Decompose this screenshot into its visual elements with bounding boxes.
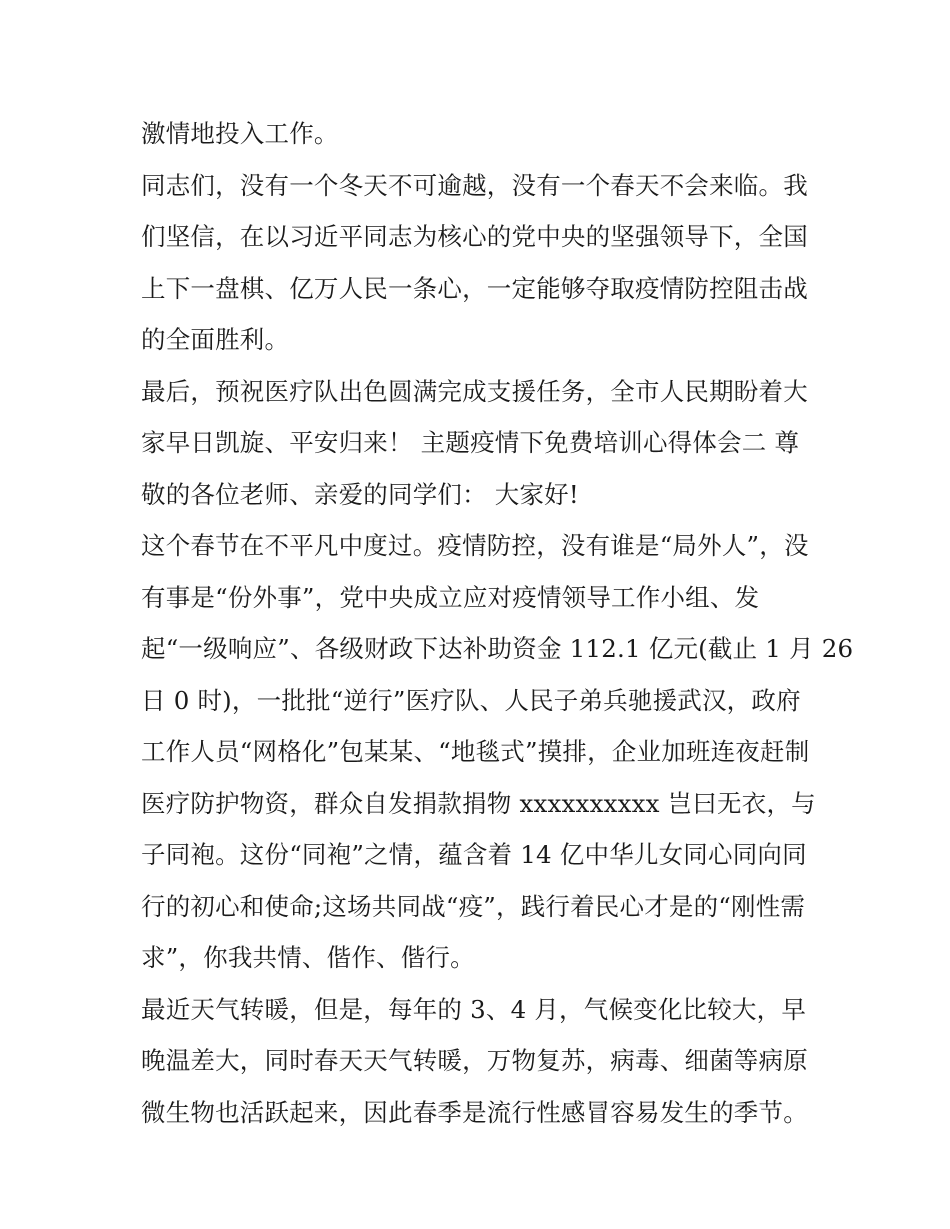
text-line: 微生物也活跃起来，因此春季是流行性感冒容易发生的季节。 [141,1097,808,1127]
text-line: 上下一盘棋、亿万人民一条心，一定能够夺取疫情防控阻击战 [141,273,808,303]
text-line: 子同袍。这份“同袍”之情，蕴含着 14 亿中华儿女同心同向同 [141,840,807,869]
text-line: 同志们，没有一个冬天不可逾越，没有一个春天不会来临。我 [141,170,808,200]
text-line: 行的初心和使命;这场共同战“疫”，践行着民心才是的“刚性需 [141,891,806,921]
text-line: 这个春节在不平凡中度过。疫情防控，没有谁是“局外人”，没 [141,531,809,560]
text-line: 医疗防护物资，群众自发捐款捐物 xxxxxxxxxx 岂曰无衣，与 [141,788,816,818]
text-line: 最近天气转暖，但是，每年的 3、4 月，气候变化比较大，早 [141,994,807,1024]
text-line: 起“一级响应”、各级财政下达补助资金 112.1 亿元(截止 1 月 26 [141,634,854,663]
text-line: 工作人员“网格化”包某某、“地毯式”摸排，企业加班连夜赶制 [141,737,810,766]
text-line: 日 0 时)，一批批“逆行”医疗队、人民子弟兵驰援武汉，政府 [141,685,801,715]
text-line: 敬的各位老师、亲爱的同学们： 大家好! [141,479,579,509]
document-body [141,108,854,1138]
text-line: 们坚信，在以习近平同志为核心的党中央的坚强领导下，全国 [141,222,808,251]
text-line: 有事是“份外事”，党中央成立应对疫情领导工作小组、发 [141,582,760,612]
text-line: 最后，预祝医疗队出色圆满完成支援任务，全市人民期盼着大 [141,376,808,406]
text-line: 家早日凯旋、平安归来！ 主题疫情下免费培训心得体会二 尊 [141,428,800,457]
text-line: 的全面胜利。 [141,325,290,354]
text-line: 求”，你我共情、偕作、偕行。 [141,943,475,972]
text-line: 激情地投入工作。 [141,119,339,148]
text-line: 晚温差大，同时春天天气转暖，万物复苏，病毒、细菌等病原 [141,1046,808,1075]
